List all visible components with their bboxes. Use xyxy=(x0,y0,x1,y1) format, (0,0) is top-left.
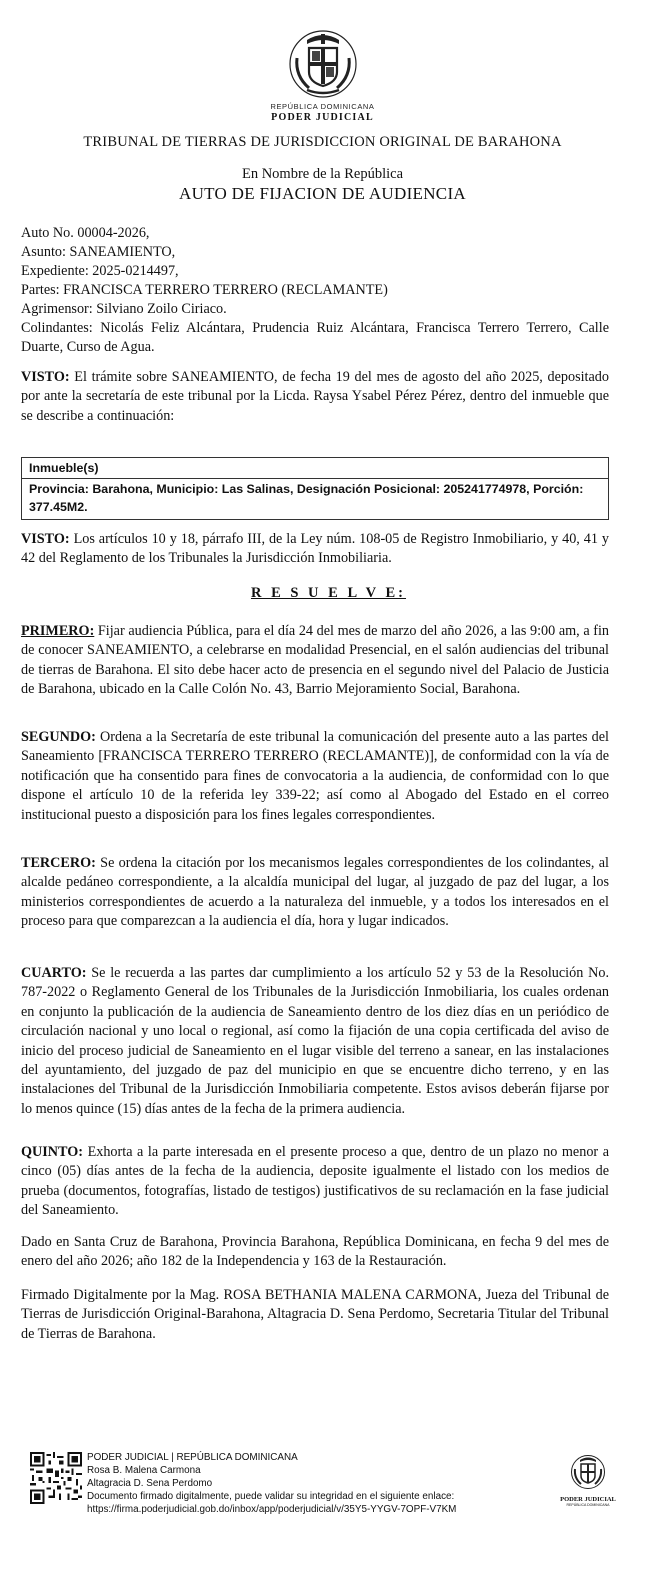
dado-paragraph: Dado en Santa Cruz de Barahona, Provincia Barahona, República Dominicana, en fecha 9 del mes de enero del año 2026; año 182 de la Independencia y 163 de la Restauración. xyxy=(21,1234,609,1270)
qr-code-icon[interactable] xyxy=(30,1452,82,1504)
quinto-paragraph xyxy=(21,1143,609,1221)
auto-number: Auto No. 00004-2026, xyxy=(21,225,150,241)
segundo-text: Ordena a la Secretaría de este tribunal la comunicación del presente auto a las partes del Saneamiento [FRANCISCA TERRERO TERRERO (RECLAMANTE)], de conformidad con la vía de notificación que ha consentido para fines de convocatoria a la audiencia, de conformidad con lo que dispone el artículo 10 de la referida ley 339-22; así como al Abogado del Estado en el correo institucional puesto a disposición para los fines legales correspondientes. xyxy=(21,729,609,823)
case-meta xyxy=(21,224,621,357)
coat-of-arms-icon xyxy=(570,1454,606,1490)
visto-label: VISTO: xyxy=(21,369,70,385)
visto-articulos xyxy=(21,530,609,569)
quinto-text: Exhorta a la parte interesada en el presente proceso a que, dentro de un plazo no menor a cinco (05) días antes de la fecha de la audiencia, deposite igualmente el listado con los medios de prueba (documentos, fotografías, listado de testigos) justificativos de su reclamación en la fase judicial del Saneamiento. xyxy=(21,1144,609,1219)
firmado-paragraph: Firmado Digitalmente por la Mag. ROSA BETHANIA MALENA CARMONA, Jueza del Tribunal de Tierras de Jurisdicción Original-Barahona, Altagracia D. Sena Perdomo, Secretaria Titular del Tribunal de Tierras de Barahona. xyxy=(21,1287,609,1342)
en-nombre: En Nombre de la República xyxy=(241,166,404,182)
partes: Partes: FRANCISCA TERRERO TERRERO (RECLAMANTE) xyxy=(21,282,388,298)
agrimensor: Agrimensor: Silviano Zoilo Ciriaco. xyxy=(21,301,227,317)
document-title: AUTO DE FIJACION DE AUDIENCIA xyxy=(179,184,466,203)
visto-text: El trámite sobre SANEAMIENTO, de fecha 19 del mes de agosto del año 2025, depositado por ante la secretaría de este tribunal por la Licda. Raysa Ysabel Pérez Pérez, dentro del inmueble que se describe a continuación: xyxy=(21,369,609,424)
footer-logo xyxy=(560,1454,616,1507)
footer-logo-country: REPÚBLICA DOMINICANA xyxy=(566,1503,610,1507)
resuelve-heading: R E S U E L V E: xyxy=(250,585,407,601)
footer-logo-brand: PODER JUDICIAL xyxy=(560,1496,616,1503)
digital-signature-info xyxy=(87,1451,527,1516)
primero-text: Fijar audiencia Pública, para el día 24 del mes de marzo del año 2026, a las 9:00 am, a fin de conocer SANEAMIENTO, a celebrarse en modalidad Presencial, en el salón audiencias del tribunal de tierras de Barahona. El sito debe hacer acto de presencia en el segundo nivel del Palacio de Justicia de Barahona, ubicado en la Calle Colón No. 43, Barrio Mejoramiento Social, Barahona. xyxy=(21,623,609,698)
visto-label: VISTO: xyxy=(21,531,70,547)
primero-label: PRIMERO: xyxy=(21,623,95,639)
colindantes: Colindantes: Nicolás Feliz Alcántara, Prudencia Ruiz Alcántara, Francisca Terrero Terrero, Calle Duarte, Curso de Agua. xyxy=(21,320,609,355)
cuarto-text: Se le recuerda a las partes dar cumplimiento a los artículo 52 y 53 de la Resolución No. 787-2022 o Reglamento General de los Tribunales de la Jurisdicción Inmobiliaria, los cuales ordenan en conjunto la publicación de la audiencia de Saneamiento dentro de los diez días en un periódico de circulación nacional y uno local o regional, así como la fijación de una copia certificada del aviso de inicio del proceso judicial de Saneamiento en el lugar visible del terreno a sanear, en las instalaciones del ayuntamiento, del juzgado de paz del municipio en que se encuentre dicho terreno, y en las instalaciones del Tribunal de la Jurisdicción Inmobiliaria competente. Estos avisos deberán fijarse por lo menos quince (15) días antes de la fecha de la primera audiencia. xyxy=(21,965,609,1117)
brand-name: PODER JUDICIAL xyxy=(271,112,374,123)
footer-validation-note: Documento firmado digitalmente, puede validar su integridad en el siguiente enlace: xyxy=(87,1491,455,1502)
brand-country: REPÚBLICA DOMINICANA xyxy=(270,102,375,111)
cuarto-paragraph xyxy=(21,964,609,1119)
coat-of-arms-icon xyxy=(287,28,359,100)
segundo-label: SEGUNDO: xyxy=(21,729,96,745)
inmueble-body: Provincia: Barahona, Municipio: Las Salinas, Designación Posicional: 205241774978, Porción: 377.45M2. xyxy=(29,482,584,514)
quinto-label: QUINTO: xyxy=(21,1144,84,1160)
footer-institution: PODER JUDICIAL | REPÚBLICA DOMINICANA xyxy=(87,1452,298,1463)
visto-tramite xyxy=(21,368,609,426)
tercero-text: Se ordena la citación por los mecanismos legales correspondientes de los colindantes, al alcalde pedáneo correspondiente, a la alcaldía municipal del lugar, al juzgado de paz del lugar, a los ministerios correspondientes de acuerdo a la naturaleza del inmueble, y a todos los interesados en el proceso para que comparezcan a la audiencia el día, hora y lugar indicados. xyxy=(21,855,609,930)
segundo-paragraph xyxy=(21,728,609,825)
footer-signer-2: Altagracia D. Sena Perdomo xyxy=(87,1478,213,1489)
cuarto-label: CUARTO: xyxy=(21,965,87,981)
primero-paragraph xyxy=(21,622,609,700)
inmueble-table xyxy=(21,457,609,520)
header-logo xyxy=(0,28,645,123)
expediente: Expediente: 2025-0214497, xyxy=(21,263,179,279)
footer-signer-1: Rosa B. Malena Carmona xyxy=(87,1465,201,1476)
footer-validation-link[interactable]: https://firma.poderjudicial.gob.do/inbox/app/poderjudicial/v/35Y5-YYGV-7OPF-V7KM xyxy=(87,1504,457,1515)
tercero-label: TERCERO: xyxy=(21,855,96,871)
tercero-paragraph xyxy=(21,854,609,932)
visto-text: Los artículos 10 y 18, párrafo III, de la Ley núm. 108-05 de Registro Inmobiliario, y 40, 41 y 42 del Reglamento de los Tribunales la Jurisdicción Inmobiliaria. xyxy=(21,531,609,567)
asunto: Asunto: SANEAMIENTO, xyxy=(21,244,176,260)
tribunal-name: TRIBUNAL DE TIERRAS DE JURISDICCION ORIGINAL DE BARAHONA xyxy=(83,134,562,150)
inmueble-header: Inmueble(s) xyxy=(22,458,608,479)
